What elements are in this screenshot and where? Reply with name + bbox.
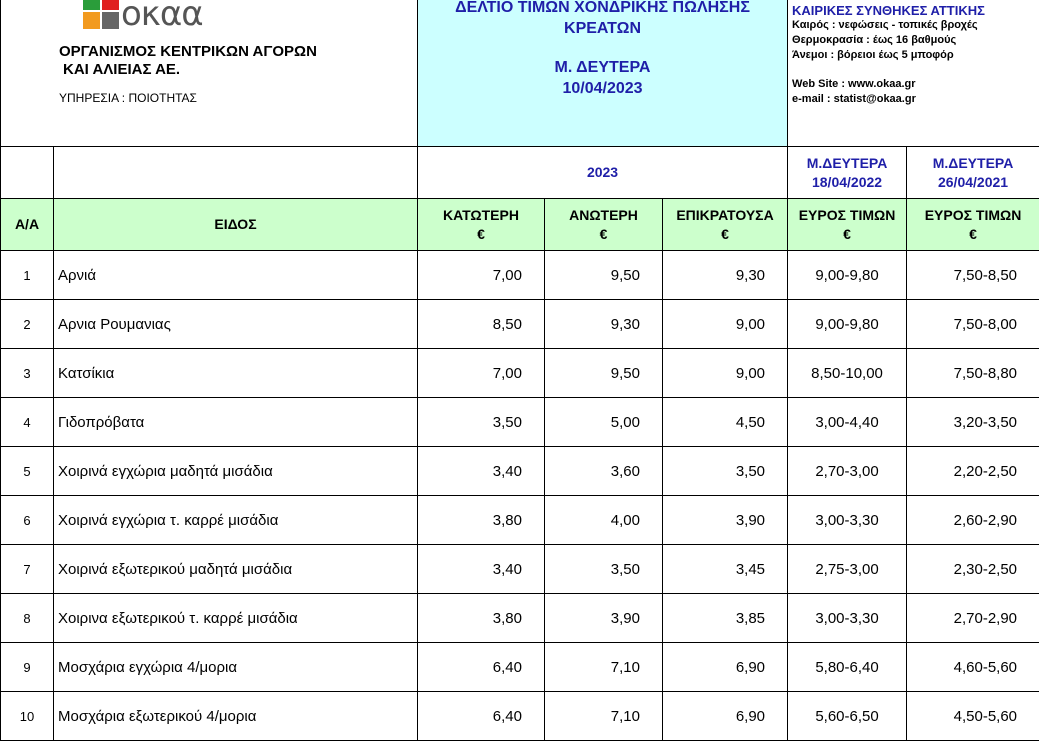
org-name [59, 43, 317, 79]
prev-year-2022-day: Μ.ΔΕΥΤΕΡΑ [788, 154, 906, 173]
col-low-label: ΚΑΤΩΤΕΡΗ [418, 206, 544, 225]
price-range-2022: 3,00-3,30 [788, 594, 907, 643]
weather-line2: Θερμοκρασία : έως 16 βαθμούς [792, 33, 1035, 48]
price-range-2021: 7,50-8,80 [907, 349, 1039, 398]
price-range-2022: 9,00-9,80 [788, 300, 907, 349]
prevailing-price: 9,00 [663, 300, 788, 349]
high-price: 7,10 [545, 643, 663, 692]
row-number: 8 [1, 594, 54, 643]
prevailing-price: 3,45 [663, 545, 788, 594]
prevailing-price: 9,00 [663, 349, 788, 398]
price-range-2021: 3,20-3,50 [907, 398, 1039, 447]
col-range-2022 [788, 199, 907, 251]
weather-cell [788, 0, 1039, 147]
col-low [418, 199, 545, 251]
row-number: 3 [1, 349, 54, 398]
prevailing-price: 3,50 [663, 447, 788, 496]
prev-year-2021-day: Μ.ΔΕΥΤΕΡΑ [907, 154, 1039, 173]
col-high-currency: € [545, 225, 662, 244]
high-price: 3,60 [545, 447, 663, 496]
year-label: 2023 [418, 147, 788, 199]
price-range-2022: 9,00-9,80 [788, 251, 907, 300]
col-range-2022-label: ΕΥΡΟΣ ΤΙΜΩΝ [788, 206, 906, 225]
item-name: Αρνια Ρουμανιας [54, 300, 418, 349]
row-number: 6 [1, 496, 54, 545]
price-range-2022: 3,00-3,30 [788, 496, 907, 545]
col-prevailing-label: ΕΠΙΚΡΑΤΟΥΣΑ [663, 206, 787, 225]
service-label: ΥΠΗΡΕΣΙΑ : ΠΟΙΟΤΗΤΑΣ [59, 91, 197, 105]
high-price: 3,50 [545, 545, 663, 594]
bulletin-title-line2: ΚΡΕΑΤΩΝ [418, 18, 787, 39]
col-low-currency: € [418, 225, 544, 244]
item-name: Χοιρινά εγχώρια τ. καρρέ μισάδια [54, 496, 418, 545]
high-price: 5,00 [545, 398, 663, 447]
bulletin-day: Μ. ΔΕΥΤΕΡΑ [418, 57, 787, 78]
table-row [1, 594, 1039, 643]
table-row [1, 496, 1039, 545]
col-high-label: ΑΝΩΤΕΡΗ [545, 206, 662, 225]
item-name: Μοσχάρια εγχώρια 4/μορια [54, 643, 418, 692]
price-range-2021: 2,70-2,90 [907, 594, 1039, 643]
price-range-2022: 3,00-4,40 [788, 398, 907, 447]
bulletin-date: 10/04/2023 [418, 78, 787, 99]
col-item: ΕΙΔΟΣ [54, 199, 418, 251]
table-row [1, 398, 1039, 447]
price-range-2022: 5,80-6,40 [788, 643, 907, 692]
low-price: 7,00 [418, 349, 545, 398]
low-price: 3,50 [418, 398, 545, 447]
column-header-row [1, 199, 1039, 251]
price-range-2021: 4,50-5,60 [907, 692, 1039, 741]
price-range-2021: 2,20-2,50 [907, 447, 1039, 496]
table-row [1, 251, 1039, 300]
title-cell [418, 0, 788, 147]
bulletin-title-line1: ΔΕΛΤΙΟ ΤΙΜΩΝ ΧΟΝΔΡΙΚΗΣ ΠΩΛΗΣΗΣ [418, 0, 787, 18]
table-row [1, 447, 1039, 496]
org-name-line1: ΟΡΓΑΝΙΣΜΟΣ ΚΕΝΤΡΙΚΩΝ ΑΓΟΡΩΝ [59, 43, 317, 61]
col-prevailing [663, 199, 788, 251]
weather-line1: Καιρός : νεφώσεις - τοπικές βροχές [792, 18, 1035, 33]
subheader-empty-item [54, 147, 418, 199]
row-number: 7 [1, 545, 54, 594]
prev-year-2021-date: 26/04/2021 [907, 173, 1039, 192]
low-price: 8,50 [418, 300, 545, 349]
prev-year-2021 [907, 147, 1039, 199]
email-text: e-mail : statist@okaa.gr [792, 92, 1035, 107]
price-range-2022: 2,70-3,00 [788, 447, 907, 496]
price-range-2021: 7,50-8,00 [907, 300, 1039, 349]
col-prevailing-currency: € [663, 225, 787, 244]
row-number: 2 [1, 300, 54, 349]
high-price: 9,50 [545, 251, 663, 300]
prevailing-price: 4,50 [663, 398, 788, 447]
low-price: 6,40 [418, 643, 545, 692]
table-row [1, 349, 1039, 398]
col-range-2021-currency: € [907, 225, 1039, 244]
col-range-2021 [907, 199, 1039, 251]
weather-title: ΚΑΙΡΙΚΕΣ ΣΥΝΘΗΚΕΣ ΑΤΤΙΚΗΣ [792, 3, 1035, 18]
row-number: 10 [1, 692, 54, 741]
item-name: Χοιρινά εγχώρια μαδητά μισάδια [54, 447, 418, 496]
logo-squares-icon [83, 0, 119, 29]
price-range-2022: 2,75-3,00 [788, 545, 907, 594]
table-row [1, 643, 1039, 692]
row-number: 5 [1, 447, 54, 496]
low-price: 3,40 [418, 545, 545, 594]
header-row [1, 0, 1039, 147]
table-row [1, 300, 1039, 349]
prev-year-2022 [788, 147, 907, 199]
price-range-2022: 8,50-10,00 [788, 349, 907, 398]
item-name: Κατσίκια [54, 349, 418, 398]
high-price: 3,90 [545, 594, 663, 643]
logo-wordmark: οκαα [121, 0, 203, 29]
row-number: 9 [1, 643, 54, 692]
prevailing-price: 9,30 [663, 251, 788, 300]
item-name: Αρνιά [54, 251, 418, 300]
low-price: 3,40 [418, 447, 545, 496]
col-range-2022-currency: € [788, 225, 906, 244]
col-aa: Α/Α [1, 199, 54, 251]
low-price: 3,80 [418, 496, 545, 545]
price-range-2021: 2,30-2,50 [907, 545, 1039, 594]
weather-line3: Άνεμοι : βόρειοι έως 5 μποφόρ [792, 48, 1035, 63]
price-range-2022: 5,60-6,50 [788, 692, 907, 741]
subheader-empty-aa [1, 147, 54, 199]
website-text: Web Site : www.okaa.gr [792, 77, 1035, 92]
table-row [1, 545, 1039, 594]
low-price: 3,80 [418, 594, 545, 643]
item-name: Μοσχάρια εξωτερικού 4/μορια [54, 692, 418, 741]
price-range-2021: 7,50-8,50 [907, 251, 1039, 300]
prevailing-price: 6,90 [663, 643, 788, 692]
high-price: 4,00 [545, 496, 663, 545]
prevailing-price: 3,85 [663, 594, 788, 643]
row-number: 4 [1, 398, 54, 447]
price-range-2021: 4,60-5,60 [907, 643, 1039, 692]
item-name: Χοιρινα εξωτερικού τ. καρρέ μισάδια [54, 594, 418, 643]
col-range-2021-label: ΕΥΡΟΣ ΤΙΜΩΝ [907, 206, 1039, 225]
item-name: Γιδοπρόβατα [54, 398, 418, 447]
col-high [545, 199, 663, 251]
prevailing-price: 6,90 [663, 692, 788, 741]
table-row [1, 692, 1039, 741]
item-name: Χοιρινά εξωτερικού μαδητά μισάδια [54, 545, 418, 594]
okaa-logo [83, 0, 203, 29]
low-price: 7,00 [418, 251, 545, 300]
high-price: 9,50 [545, 349, 663, 398]
subheader-row [1, 147, 1039, 199]
row-number: 1 [1, 251, 54, 300]
high-price: 7,10 [545, 692, 663, 741]
org-name-line2: ΚΑΙ ΑΛΙΕΙΑΣ ΑΕ. [59, 61, 317, 79]
prevailing-price: 3,90 [663, 496, 788, 545]
price-range-2021: 2,60-2,90 [907, 496, 1039, 545]
high-price: 9,30 [545, 300, 663, 349]
org-header [1, 0, 418, 147]
prev-year-2022-date: 18/04/2022 [788, 173, 906, 192]
low-price: 6,40 [418, 692, 545, 741]
